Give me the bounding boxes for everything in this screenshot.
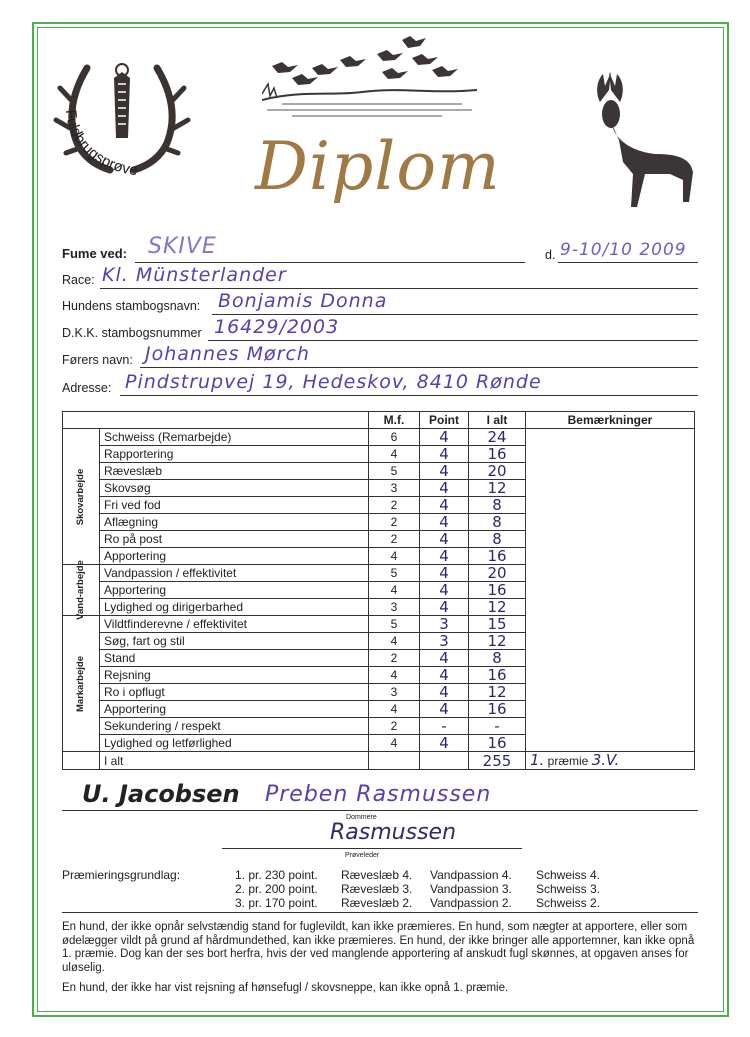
name-value: Bonjamis Donna <box>218 290 388 312</box>
total-value: 8 <box>469 531 526 548</box>
group-label: Markarbejde <box>75 655 86 712</box>
handler-label: Førers navn: <box>62 353 133 367</box>
fume-line <box>135 262 525 263</box>
date-prefix: d. <box>545 248 556 262</box>
total-value: 20 <box>469 463 526 480</box>
address-value: Pindstrupvej 19, Hedeskov, 8410 Rønde <box>125 371 542 393</box>
point-value: 4 <box>420 565 469 582</box>
date-line <box>558 262 698 263</box>
remarks-cell <box>526 429 695 752</box>
row-label: Sekundering / respekt <box>100 718 369 735</box>
mf-value: 3 <box>369 599 420 616</box>
handler-line <box>140 367 698 368</box>
grand-total: 255 <box>469 752 526 770</box>
logo-text: Fuldbrugsprøve <box>61 108 139 180</box>
mf-value: 3 <box>369 480 420 497</box>
total-value: 8 <box>469 514 526 531</box>
point-value: 4 <box>420 684 469 701</box>
row-label: Lydighed og dirigerbarhed <box>100 599 369 616</box>
table-row <box>63 429 695 446</box>
point-value: 4 <box>420 582 469 599</box>
total-value: 8 <box>469 497 526 514</box>
mf-value: 4 <box>369 701 420 718</box>
group-label-cell <box>63 429 100 565</box>
basis-item: Schweiss 2. <box>536 896 601 910</box>
point-value: 4 <box>420 735 469 752</box>
group-label-cell <box>63 560 100 620</box>
dkk-label: D.K.K. stambogsnummer <box>62 326 202 340</box>
total-value: 24 <box>469 429 526 446</box>
ducks-illustration <box>262 32 477 142</box>
basis-label: Præmieringsgrundlag: <box>62 868 181 882</box>
date-value: 9-10/10 2009 <box>560 240 687 260</box>
footer-rule-2: En hund, der ikke har vist rejsning af hønsefugl / skovsneppe, kan ikke opnå 1. præmie. <box>62 982 509 994</box>
mf-value: 4 <box>369 582 420 599</box>
total-value: 20 <box>469 565 526 582</box>
row-label: Stand <box>100 650 369 667</box>
group-label: Vand-arbejde <box>75 560 86 620</box>
row-label: Ro i opflugt <box>100 684 369 701</box>
point-header: Point <box>420 412 469 429</box>
basis-item: 1. pr. 230 point. <box>235 868 318 882</box>
dkk-value: 16429/2003 <box>214 316 340 338</box>
basis-item: Ræveslæb 3. <box>341 882 413 896</box>
total-value: 12 <box>469 684 526 701</box>
basis-item: Ræveslæb 4. <box>341 868 413 882</box>
blank-cell <box>369 752 420 770</box>
basis-col1 <box>235 868 318 910</box>
row-label: Skovsøg <box>100 480 369 497</box>
row-label: Ro på post <box>100 531 369 548</box>
point-value: 3 <box>420 633 469 650</box>
row-label: Apportering <box>100 548 369 565</box>
group-label-cell <box>63 616 100 752</box>
basis-item: Schweiss 3. <box>536 882 601 896</box>
address-label: Adresse: <box>62 381 112 395</box>
row-label: Aflægning <box>100 514 369 531</box>
row-label: Rejsning <box>100 667 369 684</box>
prize-value: 1. <box>530 751 545 769</box>
blank-header <box>63 412 369 429</box>
point-value: 4 <box>420 650 469 667</box>
basis-col4 <box>536 868 600 910</box>
score-table <box>62 411 695 770</box>
row-label: Fri ved fod <box>100 497 369 514</box>
name-label: Hundens stambogsnavn: <box>62 299 201 313</box>
row-label: Søg, fart og stil <box>100 633 369 650</box>
basis-item: Schweiss 4. <box>536 868 601 882</box>
fume-label: Fume ved: <box>62 246 128 261</box>
basis-item: Vandpassion 4. <box>430 868 512 882</box>
blank-cell <box>420 752 469 770</box>
logo-text-arc <box>48 100 198 210</box>
total-value: 8 <box>469 650 526 667</box>
total-value: 12 <box>469 480 526 497</box>
mf-value: 5 <box>369 565 420 582</box>
mf-header: M.f. <box>369 412 420 429</box>
point-value: 4 <box>420 531 469 548</box>
footer-divider <box>62 912 698 913</box>
handler-value: Johannes Mørch <box>145 343 310 365</box>
total-label: I alt <box>100 752 369 770</box>
basis-item: Vandpassion 2. <box>430 896 512 910</box>
proveleder-line <box>222 848 522 849</box>
mf-value: 6 <box>369 429 420 446</box>
total-value: 12 <box>469 599 526 616</box>
total-value: 16 <box>469 548 526 565</box>
basis-col2 <box>341 868 412 910</box>
basis-item: 2. pr. 200 point. <box>235 882 318 896</box>
basis-item: Vandpassion 3. <box>430 882 512 896</box>
judges-line <box>62 810 698 811</box>
point-value: 4 <box>420 599 469 616</box>
point-value: 4 <box>420 480 469 497</box>
point-value: 4 <box>420 497 469 514</box>
row-label: Rapportering <box>100 446 369 463</box>
mf-value: 2 <box>369 497 420 514</box>
mf-value: 4 <box>369 735 420 752</box>
mf-value: 2 <box>369 650 420 667</box>
total-value: 16 <box>469 582 526 599</box>
total-row <box>63 752 695 770</box>
basis-item: Ræveslæb 2. <box>341 896 413 910</box>
total-value: 16 <box>469 735 526 752</box>
mf-value: 5 <box>369 463 420 480</box>
fume-value: SKIVE <box>148 234 217 259</box>
row-label: Apportering <box>100 701 369 718</box>
point-value: 3 <box>420 616 469 633</box>
point-value: 4 <box>420 514 469 531</box>
mf-value: 2 <box>369 531 420 548</box>
dkk-line <box>208 340 698 341</box>
race-line <box>100 288 698 289</box>
signature-2: Preben Rasmussen <box>265 782 492 807</box>
row-label: Lydighed og letførlighed <box>100 735 369 752</box>
point-value: 4 <box>420 446 469 463</box>
deer-illustration <box>575 62 705 222</box>
row-label: Apportering <box>100 582 369 599</box>
name-line <box>212 314 698 315</box>
row-label: Ræveslæb <box>100 463 369 480</box>
point-value: 4 <box>420 463 469 480</box>
group-label: Skovarbejde <box>75 468 86 525</box>
proveleder-label: Prøveleder <box>345 852 380 859</box>
address-line <box>120 395 698 396</box>
total-value: - <box>469 718 526 735</box>
blank-cell <box>63 752 100 770</box>
mf-value: 2 <box>369 718 420 735</box>
point-value: - <box>420 718 469 735</box>
mf-value: 4 <box>369 633 420 650</box>
basis-item: 3. pr. 170 point. <box>235 896 318 910</box>
row-label: Vildtfinderevne / effektivitet <box>100 616 369 633</box>
row-label: Vandpassion / effektivitet <box>100 565 369 582</box>
prize-cell <box>526 752 695 770</box>
mf-value: 4 <box>369 548 420 565</box>
mf-value: 5 <box>369 616 420 633</box>
mf-value: 2 <box>369 514 420 531</box>
mf-value: 3 <box>369 684 420 701</box>
point-value: 4 <box>420 548 469 565</box>
total-value: 12 <box>469 633 526 650</box>
prize-extra: 3.V. <box>591 751 620 769</box>
total-value: 15 <box>469 616 526 633</box>
race-value: Kl. Münsterlander <box>102 264 287 286</box>
dommere-label: Dommere <box>346 814 377 821</box>
signature-3: Rasmussen <box>330 820 457 845</box>
remarks-header: Bemærkninger <box>526 412 695 429</box>
total-value: 16 <box>469 446 526 463</box>
footer-rules: En hund, der ikke opnår selvstændig stand for fuglevildt, kan ikke præmieres. En hund, som nægter at apportere, eller som ødelægger vildt på grund af hårdmundethed, kan ikke præmieres. En hund, der ikke bringer alle apportemner, kan ikke opnå 1. præmie. Dog kan der ses bort herfra, hvis der ved manglende apportering af anskudt fugl skønnes, at opgaven anses for uløselig. <box>62 921 695 974</box>
mf-value: 4 <box>369 667 420 684</box>
total-header: I alt <box>469 412 526 429</box>
point-value: 4 <box>420 701 469 718</box>
signature-1: U. Jacobsen <box>82 780 240 808</box>
point-value: 4 <box>420 667 469 684</box>
basis-col3 <box>430 868 512 910</box>
race-label: Race: <box>62 273 95 287</box>
total-value: 16 <box>469 667 526 684</box>
svg-text:Fuldbrugsprøve <box>62 109 139 180</box>
diploma-title: Diplom <box>255 128 501 205</box>
row-label: Schweiss (Remarbejde) <box>100 429 369 446</box>
prize-label: præmie <box>547 754 589 768</box>
total-value: 16 <box>469 701 526 718</box>
point-value: 4 <box>420 429 469 446</box>
mf-value: 4 <box>369 446 420 463</box>
